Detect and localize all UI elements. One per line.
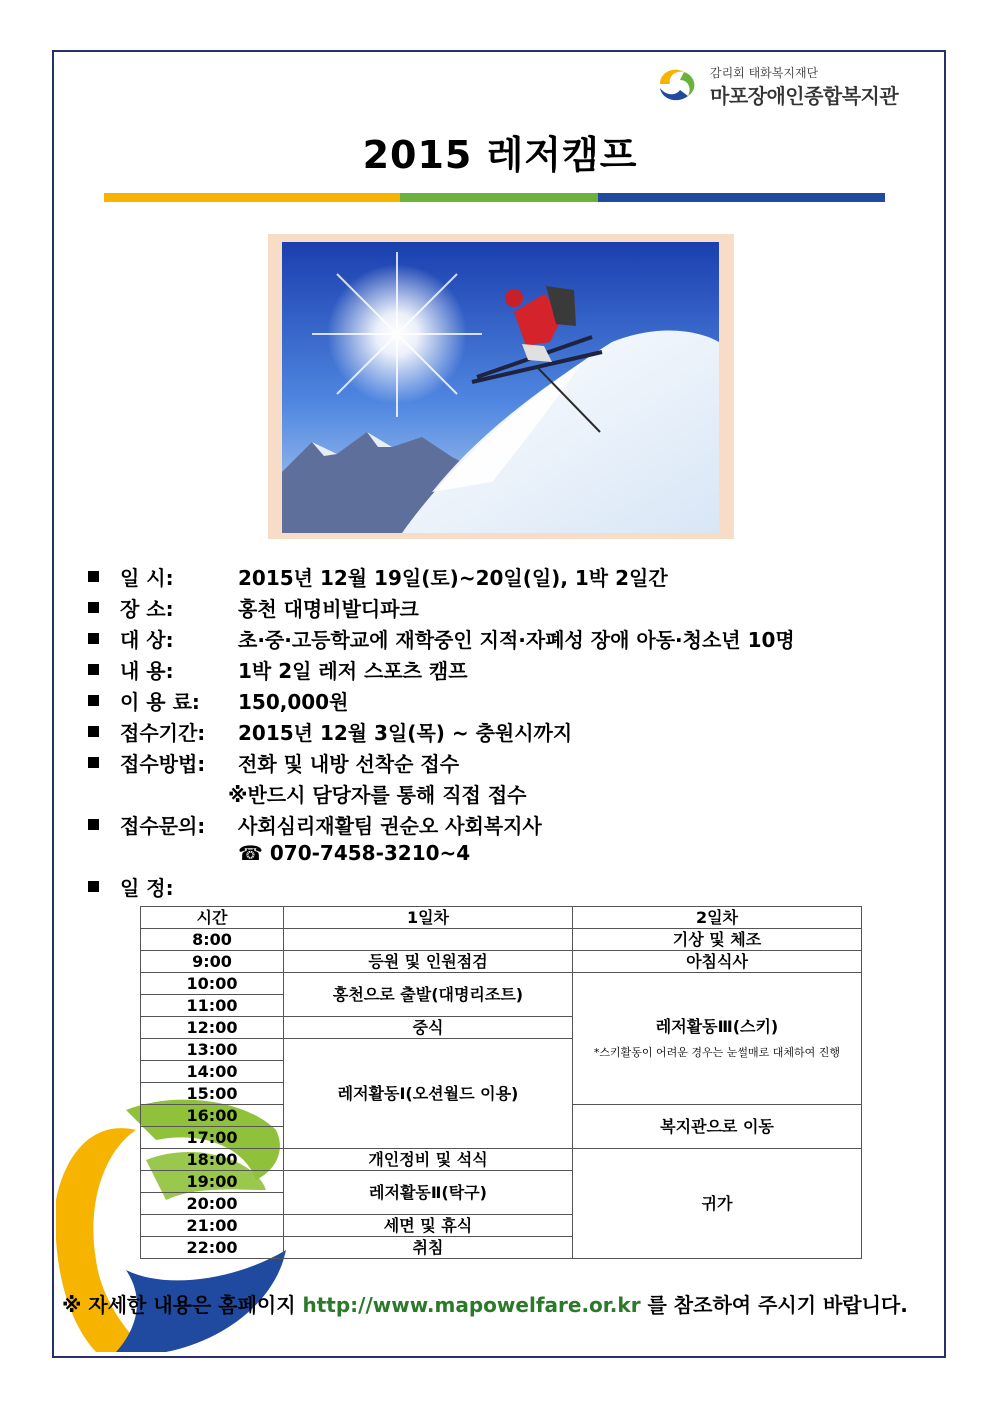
info-label: 접수방법: bbox=[120, 752, 206, 776]
table-row bbox=[141, 973, 862, 995]
day2-ski-label: 레저활동Ⅲ(스키) bbox=[655, 1017, 779, 1036]
info-value: 2015년 12월 19일(토)~20일(일), 1박 2일간 bbox=[238, 566, 668, 590]
center-name: 마포장애인종합복지관 bbox=[710, 84, 899, 108]
day1-cell: 등원 및 인원점검 bbox=[284, 951, 573, 973]
table-row bbox=[141, 1149, 862, 1171]
bullet-icon bbox=[88, 602, 99, 613]
info-row-contact bbox=[88, 810, 968, 841]
table-row bbox=[141, 951, 862, 973]
page-title: 2015 레저캠프 bbox=[362, 133, 638, 177]
footer-pre: ※ 자세한 내용은 홈페이지 bbox=[62, 1293, 303, 1317]
info-label: 내 용: bbox=[120, 659, 174, 683]
time-cell: 22:00 bbox=[141, 1237, 284, 1259]
foundation-name: 감리회 태화복지재단 bbox=[710, 66, 819, 80]
info-row-schedule bbox=[88, 872, 968, 903]
time-cell: 21:00 bbox=[141, 1215, 284, 1237]
info-note: ※반드시 담당자를 통해 직접 접수 bbox=[228, 783, 527, 807]
info-value: 사회심리재활팀 권순오 사회복지사 bbox=[238, 814, 542, 838]
time-cell: 12:00 bbox=[141, 1017, 284, 1039]
day2-cell: 복지관으로 이동 bbox=[573, 1105, 862, 1149]
info-label: 일 시: bbox=[120, 566, 174, 590]
info-value: 전화 및 내방 선착순 접수 bbox=[238, 752, 460, 776]
foundation-logo bbox=[656, 62, 936, 108]
day1-cell: 취침 bbox=[284, 1237, 573, 1259]
day1-cell: 개인정비 및 석식 bbox=[284, 1149, 573, 1171]
info-row-target bbox=[88, 624, 968, 655]
info-label: 일 정: bbox=[120, 876, 174, 900]
day1-cell: 홍천으로 출발(대명리조트) bbox=[284, 973, 573, 1017]
day1-cell: 세면 및 휴식 bbox=[284, 1215, 573, 1237]
info-label: 접수문의: bbox=[120, 814, 206, 838]
time-cell: 19:00 bbox=[141, 1171, 284, 1193]
info-row-phone bbox=[88, 841, 968, 872]
day1-cell bbox=[284, 929, 573, 951]
time-cell: 18:00 bbox=[141, 1149, 284, 1171]
info-row-method bbox=[88, 748, 968, 779]
info-label: 이 용 료: bbox=[120, 690, 200, 714]
time-cell: 16:00 bbox=[141, 1105, 284, 1127]
stripe-blue bbox=[598, 193, 885, 202]
time-cell: 13:00 bbox=[141, 1039, 284, 1061]
day2-cell: 기상 및 체조 bbox=[573, 929, 862, 951]
logo-swirl-icon bbox=[656, 64, 700, 104]
info-row-date bbox=[88, 562, 968, 593]
phone-number: ☎ 070-7458-3210~4 bbox=[238, 841, 471, 865]
bullet-icon bbox=[88, 571, 99, 582]
info-value: 초·중·고등학교에 재학중인 지적·자폐성 장애 아동·청소년 10명 bbox=[238, 628, 795, 652]
time-cell: 11:00 bbox=[141, 995, 284, 1017]
info-row-period bbox=[88, 717, 968, 748]
stripe-green bbox=[400, 193, 598, 202]
day1-cell: 중식 bbox=[284, 1017, 573, 1039]
footer-note bbox=[62, 1289, 908, 1318]
info-row-content bbox=[88, 655, 968, 686]
day2-cell: 아침식사 bbox=[573, 951, 862, 973]
time-cell: 15:00 bbox=[141, 1083, 284, 1105]
day1-cell: 레저활동Ⅰ(오션월드 이용) bbox=[284, 1039, 573, 1149]
time-cell: 8:00 bbox=[141, 929, 284, 951]
table-header-row bbox=[141, 907, 862, 929]
time-cell: 14:00 bbox=[141, 1061, 284, 1083]
info-label: 장 소: bbox=[120, 597, 174, 621]
info-label: 접수기간: bbox=[120, 721, 206, 745]
day2-cell: 귀가 bbox=[573, 1149, 862, 1259]
header-day2: 2일차 bbox=[573, 907, 862, 929]
schedule-table bbox=[140, 906, 862, 1259]
bullet-icon bbox=[88, 819, 99, 830]
skier-photo bbox=[282, 242, 719, 533]
info-value: 홍천 대명비발디파크 bbox=[238, 597, 419, 621]
info-value: 1박 2일 레저 스포츠 캠프 bbox=[238, 659, 468, 683]
bullet-icon bbox=[88, 881, 99, 892]
info-value: 150,000원 bbox=[238, 690, 349, 714]
bullet-icon bbox=[88, 664, 99, 675]
time-cell: 9:00 bbox=[141, 951, 284, 973]
day1-cell: 레저활동Ⅱ(탁구) bbox=[284, 1171, 573, 1215]
bullet-icon bbox=[88, 695, 99, 706]
info-row-note bbox=[88, 779, 968, 810]
footer-post: 를 참조하여 주시기 바랍니다. bbox=[640, 1293, 908, 1317]
bullet-icon bbox=[88, 633, 99, 644]
day2-ski-note: *스키활동이 어려운 경우는 눈썰매로 대체하여 진행 bbox=[593, 1046, 841, 1059]
info-label: 대 상: bbox=[120, 628, 174, 652]
info-list bbox=[88, 562, 968, 903]
info-value: 2015년 12월 3일(목) ~ 충원시까지 bbox=[238, 721, 573, 745]
time-cell: 20:00 bbox=[141, 1193, 284, 1215]
info-row-fee bbox=[88, 686, 968, 717]
table-row bbox=[141, 929, 862, 951]
time-cell: 17:00 bbox=[141, 1127, 284, 1149]
time-cell: 10:00 bbox=[141, 973, 284, 995]
stripe-yellow bbox=[104, 193, 400, 202]
day2-cell-ski bbox=[573, 973, 862, 1105]
bullet-icon bbox=[88, 757, 99, 768]
bullet-icon bbox=[88, 726, 99, 737]
header-time: 시간 bbox=[141, 907, 284, 929]
header-day1: 1일차 bbox=[284, 907, 573, 929]
info-row-place bbox=[88, 593, 968, 624]
homepage-link[interactable]: http://www.mapowelfare.or.kr bbox=[302, 1293, 641, 1317]
